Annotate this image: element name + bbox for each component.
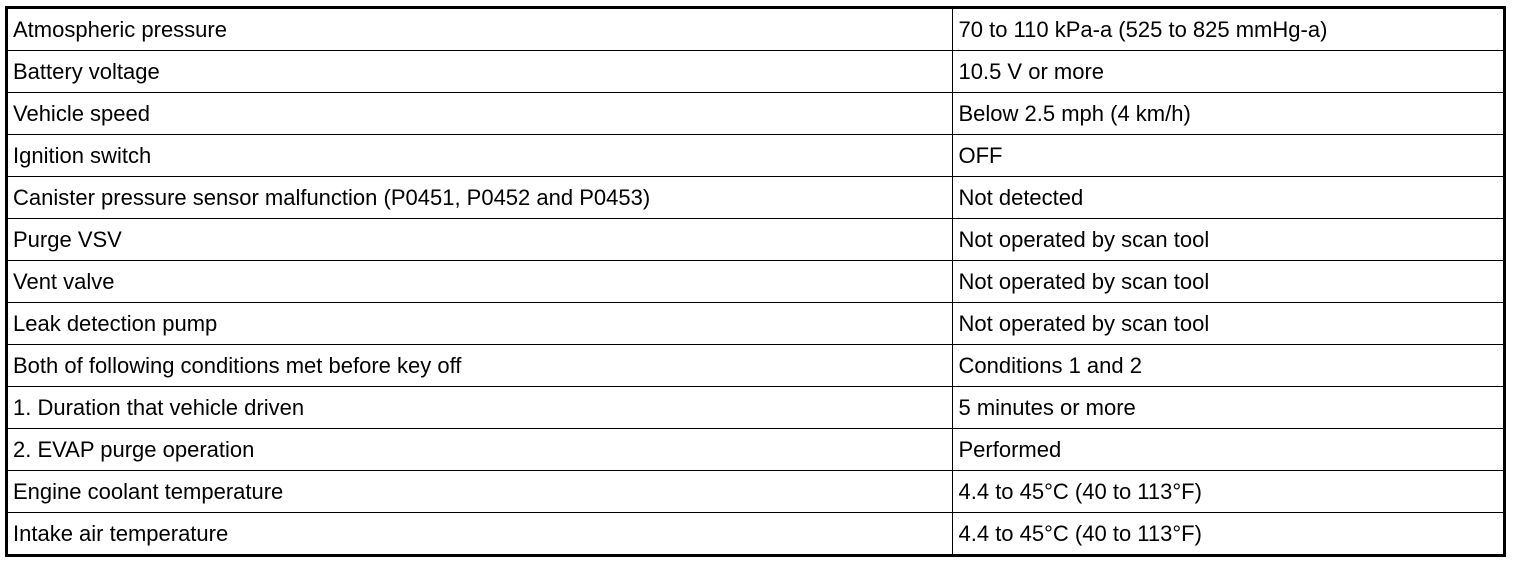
table-row	[8, 51, 1503, 93]
value-cell: Performed	[952, 429, 1503, 471]
value-cell: 5 minutes or more	[952, 387, 1503, 429]
condition-cell: Atmospheric pressure	[8, 9, 952, 51]
value-cell: Below 2.5 mph (4 km/h)	[952, 93, 1503, 135]
condition-cell: Vent valve	[8, 261, 952, 303]
condition-cell: Leak detection pump	[8, 303, 952, 345]
condition-cell: Ignition switch	[8, 135, 952, 177]
condition-cell: Purge VSV	[8, 219, 952, 261]
table-row	[8, 135, 1503, 177]
condition-cell: Canister pressure sensor malfunction (P0451, P0452 and P0453)	[8, 177, 952, 219]
condition-cell: Both of following conditions met before key off	[8, 345, 952, 387]
value-cell: Not detected	[952, 177, 1503, 219]
value-cell: 70 to 110 kPa-a (525 to 825 mmHg-a)	[952, 9, 1503, 51]
table-row	[8, 429, 1503, 471]
condition-cell: Vehicle speed	[8, 93, 952, 135]
value-cell: OFF	[952, 135, 1503, 177]
table-row	[8, 9, 1503, 51]
condition-cell: 1. Duration that vehicle driven	[8, 387, 952, 429]
table-row	[8, 513, 1503, 555]
table-row	[8, 261, 1503, 303]
value-cell: 4.4 to 45°C (40 to 113°F)	[952, 471, 1503, 513]
table-row	[8, 303, 1503, 345]
value-cell: 10.5 V or more	[952, 51, 1503, 93]
value-cell: 4.4 to 45°C (40 to 113°F)	[952, 513, 1503, 555]
value-cell: Not operated by scan tool	[952, 219, 1503, 261]
table-row	[8, 345, 1503, 387]
condition-cell: Engine coolant temperature	[8, 471, 952, 513]
conditions-table-frame	[5, 6, 1506, 557]
table-row	[8, 471, 1503, 513]
table-row	[8, 219, 1503, 261]
conditions-table	[8, 9, 1503, 554]
condition-cell: 2. EVAP purge operation	[8, 429, 952, 471]
condition-cell: Battery voltage	[8, 51, 952, 93]
table-row	[8, 387, 1503, 429]
condition-cell: Intake air temperature	[8, 513, 952, 555]
value-cell: Conditions 1 and 2	[952, 345, 1503, 387]
table-row	[8, 93, 1503, 135]
value-cell: Not operated by scan tool	[952, 261, 1503, 303]
value-cell: Not operated by scan tool	[952, 303, 1503, 345]
table-row	[8, 177, 1503, 219]
